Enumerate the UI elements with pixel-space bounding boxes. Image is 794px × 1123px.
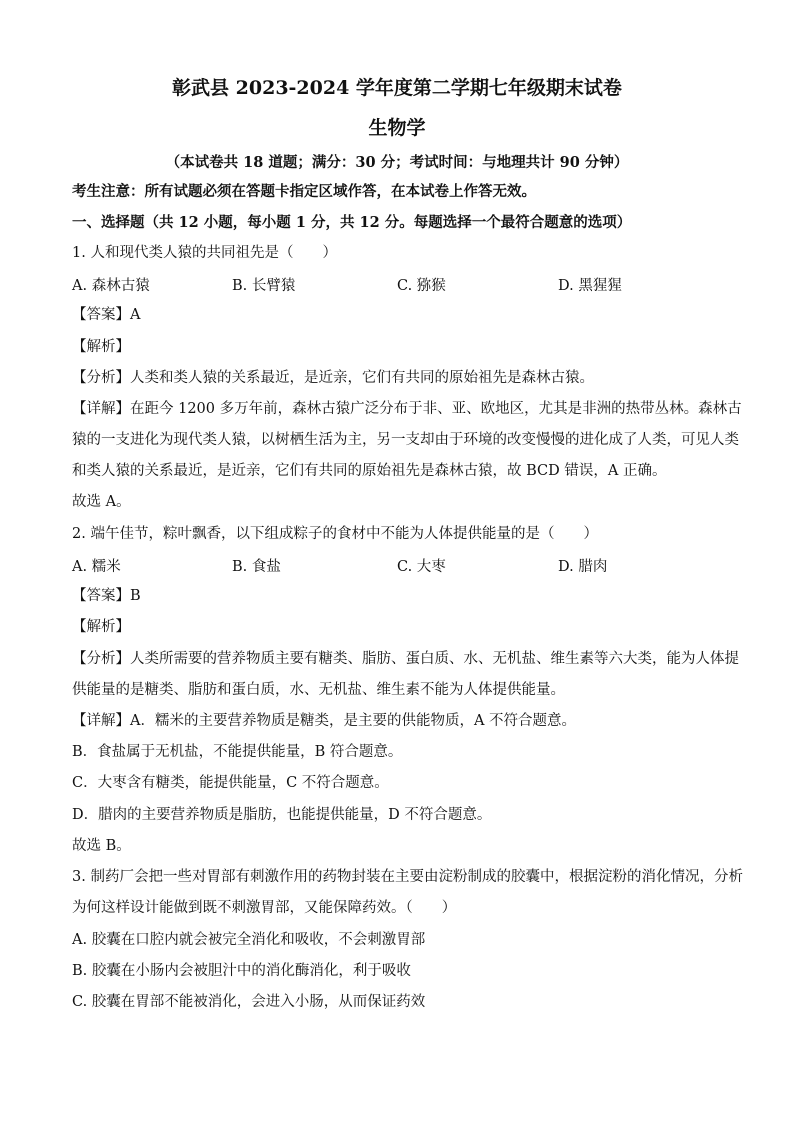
q1-answer: 【答案】A xyxy=(72,307,141,323)
q3-stem-line2: 为何这样设计能做到既不刺激胃部，又能保障药效。（ ） xyxy=(72,900,457,916)
q1-detail-line1: 【详解】在距今 1200 多万年前，森林古猿广泛分布于非、亚、欧地区，尤其是非洲的热带丛林。森林古 xyxy=(72,401,742,417)
q2-detail-c: C．大枣含有糖类，能提供能量，C 不符合题意。 xyxy=(72,775,389,791)
section-one-heading: 一、选择题（共 12 小题，每小题 1 分，共 12 分。每题选择一个最符合题意的选项） xyxy=(72,214,632,231)
q2-option-d: D. 腊肉 xyxy=(558,559,608,575)
q2-option-b: B. 食盐 xyxy=(232,559,281,575)
q1-stem: 1. 人和现代类人猿的共同祖先是（ ） xyxy=(72,245,337,261)
q2-option-a: A. 糯米 xyxy=(72,559,121,575)
exam-info-note: （本试卷共 18 道题；满分：30 分；考试时间：与地理共计 90 分钟） xyxy=(165,154,629,171)
subject-title: 生物学 xyxy=(368,117,426,139)
q1-option-a: A. 森林古猿 xyxy=(72,278,150,294)
q1-choose: 故选 A。 xyxy=(72,494,131,510)
q1-analysis-tag: 【解析】 xyxy=(72,339,130,355)
exam-title: 彰武县 2023-2024 学年度第二学期七年级期末试卷 xyxy=(172,77,622,99)
q3-option-b: B. 胶囊在小肠内会被胆汁中的消化酶消化，利于吸收 xyxy=(72,963,411,979)
q1-option-d: D. 黑猩猩 xyxy=(558,278,622,294)
candidate-notice: 考生注意：所有试题必须在答题卡指定区域作答，在本试卷上作答无效。 xyxy=(72,183,536,200)
q2-detail-b: B．食盐属于无机盐，不能提供能量，B 符合题意。 xyxy=(72,744,403,760)
q3-stem-line1: 3. 制药厂会把一些对胃部有刺激作用的药物封装在主要由淀粉制成的胶囊中，根据淀粉的消化情况，分析 xyxy=(72,869,743,885)
q2-fenxi-line1: 【分析】人类所需要的营养物质主要有糖类、脂肪、蛋白质、水、无机盐、维生素等六大类，能为人体提 xyxy=(72,651,739,667)
q1-fenxi: 【分析】人类和类人猿的关系最近，是近亲，它们有共同的原始祖先是森林古猿。 xyxy=(72,370,594,386)
q3-option-c: C. 胶囊在胃部不能被消化，会进入小肠，从而保证药效 xyxy=(72,994,426,1010)
q1-detail-line3: 和类人猿的关系最近，是近亲，它们有共同的原始祖先是森林古猿，故 BCD 错误，A 正确。 xyxy=(72,463,667,479)
q3-option-a: A. 胶囊在口腔内就会被完全消化和吸收，不会刺激胃部 xyxy=(72,932,426,948)
q2-option-c: C. 大枣 xyxy=(397,559,446,575)
q2-detail-d: D．腊肉的主要营养物质是脂肪，也能提供能量，D 不符合题意。 xyxy=(72,807,492,823)
q1-option-c: C. 猕猴 xyxy=(397,278,446,294)
q2-detail-a: 【详解】A．糯米的主要营养物质是糖类，是主要的供能物质，A 不符合题意。 xyxy=(72,713,577,729)
q2-answer: 【答案】B xyxy=(72,588,141,604)
q1-detail-line2: 猿的一支进化为现代类人猿，以树栖生活为主，另一支却由于环境的改变慢慢的进化成了人类，可见人类 xyxy=(72,432,739,448)
q2-fenxi-line2: 供能量的是糖类、脂肪和蛋白质，水、无机盐、维生素不能为人体提供能量。 xyxy=(72,682,565,698)
q1-option-b: B. 长臂猿 xyxy=(232,278,296,294)
q2-stem: 2. 端午佳节，粽叶飘香，以下组成粽子的食材中不能为人体提供能量的是（ ） xyxy=(72,526,598,542)
q2-choose: 故选 B。 xyxy=(72,838,131,854)
q2-analysis-tag: 【解析】 xyxy=(72,619,130,635)
